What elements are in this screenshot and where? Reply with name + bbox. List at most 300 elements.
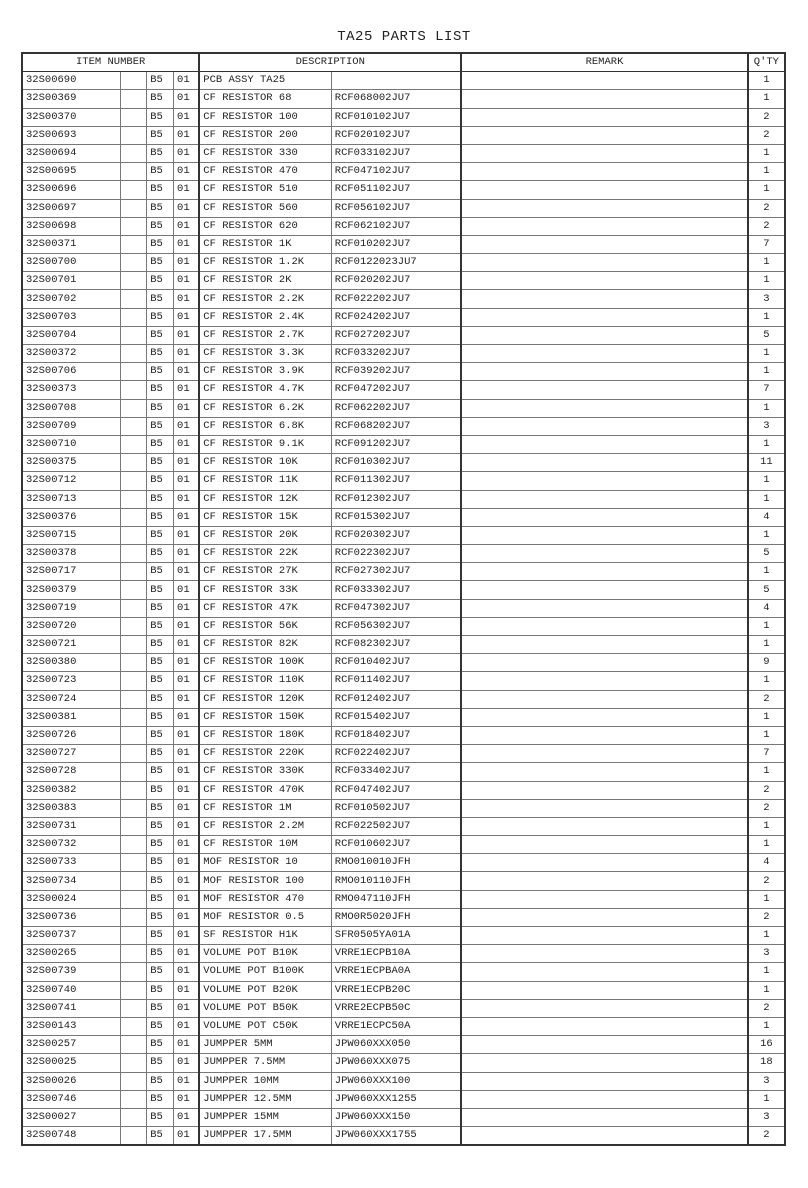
item-number-cell: 32S00710	[22, 435, 121, 453]
table-row	[22, 817, 785, 835]
revision-cell: 01	[174, 381, 200, 399]
item-number-cell: 32S00265	[22, 945, 121, 963]
part-code-cell: VRRE2ECPB50C	[331, 999, 461, 1017]
remark-cell	[461, 435, 748, 453]
blank-cell	[121, 1072, 147, 1090]
item-number-cell: 32S00378	[22, 545, 121, 563]
item-number-cell: 32S00380	[22, 654, 121, 672]
blank-cell	[121, 636, 147, 654]
revision-cell: 01	[174, 472, 200, 490]
grade-cell: B5	[147, 90, 174, 108]
qty-cell: 2	[748, 781, 785, 799]
remark-cell	[461, 617, 748, 635]
item-number-cell: 32S00717	[22, 563, 121, 581]
part-code-cell: RCF010102JU7	[331, 108, 461, 126]
remark-cell	[461, 235, 748, 253]
remark-cell	[461, 126, 748, 144]
revision-cell: 01	[174, 672, 200, 690]
remark-cell	[461, 381, 748, 399]
description-cell: CF RESISTOR 620	[199, 217, 331, 235]
blank-cell	[121, 836, 147, 854]
item-number-cell: 32S00731	[22, 817, 121, 835]
item-number-cell: 32S00734	[22, 872, 121, 890]
description-cell: VOLUME POT B20K	[199, 981, 331, 999]
description-cell: CF RESISTOR 3.9K	[199, 363, 331, 381]
grade-cell: B5	[147, 763, 174, 781]
remark-cell	[461, 1017, 748, 1035]
revision-cell: 01	[174, 1127, 200, 1146]
grade-cell: B5	[147, 1036, 174, 1054]
remark-cell	[461, 272, 748, 290]
part-code-cell: RCF018402JU7	[331, 726, 461, 744]
blank-cell	[121, 999, 147, 1017]
part-code-cell: RCF010602JU7	[331, 836, 461, 854]
table-row	[22, 1017, 785, 1035]
part-code-cell: RCF033302JU7	[331, 581, 461, 599]
grade-cell: B5	[147, 654, 174, 672]
description-cell: JUMPPER 10MM	[199, 1072, 331, 1090]
table-row	[22, 963, 785, 981]
remark-cell	[461, 526, 748, 544]
remark-cell	[461, 144, 748, 162]
blank-cell	[121, 272, 147, 290]
table-row	[22, 199, 785, 217]
table-row	[22, 763, 785, 781]
item-number-cell: 32S00383	[22, 799, 121, 817]
part-code-cell: VRRE1ECPB10A	[331, 945, 461, 963]
part-code-cell: SFR0505YA01A	[331, 927, 461, 945]
qty-cell: 1	[748, 490, 785, 508]
table-row	[22, 654, 785, 672]
table-row	[22, 72, 785, 90]
table-row	[22, 854, 785, 872]
blank-cell	[121, 581, 147, 599]
part-code-cell	[331, 72, 461, 90]
remark-cell	[461, 417, 748, 435]
table-row	[22, 981, 785, 999]
blank-cell	[121, 1127, 147, 1146]
qty-cell: 2	[748, 126, 785, 144]
item-number-cell: 32S00257	[22, 1036, 121, 1054]
part-code-cell: JPW060XXX075	[331, 1054, 461, 1072]
blank-cell	[121, 545, 147, 563]
table-row	[22, 872, 785, 890]
qty-cell: 2	[748, 999, 785, 1017]
description-cell: CF RESISTOR 180K	[199, 726, 331, 744]
grade-cell: B5	[147, 163, 174, 181]
blank-cell	[121, 1108, 147, 1126]
revision-cell: 01	[174, 763, 200, 781]
item-number-cell: 32S00027	[22, 1108, 121, 1126]
table-row	[22, 454, 785, 472]
revision-cell: 01	[174, 508, 200, 526]
part-code-cell: VRRE1ECPC50A	[331, 1017, 461, 1035]
remark-cell	[461, 90, 748, 108]
description-cell: CF RESISTOR 56K	[199, 617, 331, 635]
grade-cell: B5	[147, 1072, 174, 1090]
description-cell: CF RESISTOR 1M	[199, 799, 331, 817]
remark-cell	[461, 872, 748, 890]
blank-cell	[121, 526, 147, 544]
qty-cell: 7	[748, 235, 785, 253]
grade-cell: B5	[147, 581, 174, 599]
table-row	[22, 708, 785, 726]
grade-cell: B5	[147, 144, 174, 162]
description-cell: CF RESISTOR 330	[199, 144, 331, 162]
item-number-cell: 32S00375	[22, 454, 121, 472]
part-code-cell: RCF068002JU7	[331, 90, 461, 108]
blank-cell	[121, 417, 147, 435]
grade-cell: B5	[147, 290, 174, 308]
description-cell: CF RESISTOR 220K	[199, 745, 331, 763]
grade-cell: B5	[147, 399, 174, 417]
item-number-cell: 32S00369	[22, 90, 121, 108]
qty-cell: 1	[748, 963, 785, 981]
description-cell: VOLUME POT B50K	[199, 999, 331, 1017]
part-code-cell: RCF012302JU7	[331, 490, 461, 508]
blank-cell	[121, 254, 147, 272]
qty-cell: 1	[748, 144, 785, 162]
qty-cell: 4	[748, 508, 785, 526]
revision-cell: 01	[174, 399, 200, 417]
item-number-cell: 32S00695	[22, 163, 121, 181]
table-row	[22, 217, 785, 235]
item-number-cell: 32S00694	[22, 144, 121, 162]
blank-cell	[121, 235, 147, 253]
revision-cell: 01	[174, 799, 200, 817]
table-row	[22, 417, 785, 435]
description-cell: CF RESISTOR 330K	[199, 763, 331, 781]
remark-cell	[461, 399, 748, 417]
revision-cell: 01	[174, 563, 200, 581]
description-cell: CF RESISTOR 2.4K	[199, 308, 331, 326]
table-row	[22, 108, 785, 126]
part-code-cell: RMO010110JFH	[331, 872, 461, 890]
revision-cell: 01	[174, 836, 200, 854]
header-remark: REMARK	[461, 53, 748, 72]
qty-cell: 1	[748, 90, 785, 108]
table-row	[22, 726, 785, 744]
qty-cell: 9	[748, 654, 785, 672]
grade-cell: B5	[147, 181, 174, 199]
revision-cell: 01	[174, 308, 200, 326]
qty-cell: 1	[748, 181, 785, 199]
description-cell: CF RESISTOR 47K	[199, 599, 331, 617]
qty-cell: 1	[748, 254, 785, 272]
qty-cell: 1	[748, 163, 785, 181]
grade-cell: B5	[147, 745, 174, 763]
remark-cell	[461, 290, 748, 308]
table-row	[22, 945, 785, 963]
item-number-cell: 32S00709	[22, 417, 121, 435]
qty-cell: 1	[748, 927, 785, 945]
grade-cell: B5	[147, 126, 174, 144]
grade-cell: B5	[147, 490, 174, 508]
blank-cell	[121, 781, 147, 799]
remark-cell	[461, 72, 748, 90]
remark-cell	[461, 672, 748, 690]
qty-cell: 1	[748, 272, 785, 290]
qty-cell: 2	[748, 799, 785, 817]
revision-cell: 01	[174, 599, 200, 617]
revision-cell: 01	[174, 745, 200, 763]
table-row	[22, 1036, 785, 1054]
qty-cell: 1	[748, 1017, 785, 1035]
part-code-cell: RCF039202JU7	[331, 363, 461, 381]
revision-cell: 01	[174, 981, 200, 999]
item-number-cell: 32S00736	[22, 908, 121, 926]
item-number-cell: 32S00715	[22, 526, 121, 544]
item-number-cell: 32S00696	[22, 181, 121, 199]
blank-cell	[121, 745, 147, 763]
blank-cell	[121, 617, 147, 635]
qty-cell: 5	[748, 326, 785, 344]
part-code-cell: RCF011402JU7	[331, 672, 461, 690]
part-code-cell: RMO0R5020JFH	[331, 908, 461, 926]
table-row	[22, 181, 785, 199]
qty-cell: 1	[748, 981, 785, 999]
table-row	[22, 126, 785, 144]
item-number-cell: 32S00732	[22, 836, 121, 854]
remark-cell	[461, 654, 748, 672]
revision-cell: 01	[174, 526, 200, 544]
description-cell: SF RESISTOR H1K	[199, 927, 331, 945]
description-cell: CF RESISTOR 6.8K	[199, 417, 331, 435]
grade-cell: B5	[147, 1090, 174, 1108]
revision-cell: 01	[174, 945, 200, 963]
description-cell: CF RESISTOR 68	[199, 90, 331, 108]
qty-cell: 2	[748, 199, 785, 217]
blank-cell	[121, 1017, 147, 1035]
revision-cell: 01	[174, 326, 200, 344]
description-cell: CF RESISTOR 200	[199, 126, 331, 144]
blank-cell	[121, 872, 147, 890]
remark-cell	[461, 508, 748, 526]
qty-cell: 4	[748, 599, 785, 617]
part-code-cell: RCF011302JU7	[331, 472, 461, 490]
blank-cell	[121, 290, 147, 308]
description-cell: MOF RESISTOR 100	[199, 872, 331, 890]
description-cell: CF RESISTOR 10K	[199, 454, 331, 472]
part-code-cell: RCF033402JU7	[331, 763, 461, 781]
remark-cell	[461, 763, 748, 781]
item-number-cell: 32S00723	[22, 672, 121, 690]
blank-cell	[121, 472, 147, 490]
blank-cell	[121, 963, 147, 981]
qty-cell: 1	[748, 763, 785, 781]
part-code-cell: JPW060XXX100	[331, 1072, 461, 1090]
remark-cell	[461, 163, 748, 181]
revision-cell: 01	[174, 781, 200, 799]
revision-cell: 01	[174, 854, 200, 872]
revision-cell: 01	[174, 1036, 200, 1054]
revision-cell: 01	[174, 217, 200, 235]
remark-cell	[461, 1127, 748, 1146]
part-code-cell: RMO010010JFH	[331, 854, 461, 872]
qty-cell: 2	[748, 108, 785, 126]
blank-cell	[121, 363, 147, 381]
blank-cell	[121, 817, 147, 835]
qty-cell: 1	[748, 890, 785, 908]
table-row	[22, 672, 785, 690]
description-cell: CF RESISTOR 2.2M	[199, 817, 331, 835]
qty-cell: 1	[748, 526, 785, 544]
part-code-cell: RCF010202JU7	[331, 235, 461, 253]
part-code-cell: JPW060XXX1755	[331, 1127, 461, 1146]
item-number-cell: 32S00702	[22, 290, 121, 308]
grade-cell: B5	[147, 235, 174, 253]
description-cell: CF RESISTOR 9.1K	[199, 435, 331, 453]
item-number-cell: 32S00373	[22, 381, 121, 399]
part-code-cell: JPW060XXX150	[331, 1108, 461, 1126]
grade-cell: B5	[147, 472, 174, 490]
grade-cell: B5	[147, 963, 174, 981]
qty-cell: 7	[748, 745, 785, 763]
header-row	[22, 53, 785, 72]
item-number-cell: 32S00025	[22, 1054, 121, 1072]
qty-cell: 1	[748, 1090, 785, 1108]
table-row	[22, 308, 785, 326]
blank-cell	[121, 690, 147, 708]
qty-cell: 18	[748, 1054, 785, 1072]
qty-cell: 3	[748, 417, 785, 435]
table-row	[22, 490, 785, 508]
item-number-cell: 32S00728	[22, 763, 121, 781]
table-row	[22, 636, 785, 654]
blank-cell	[121, 144, 147, 162]
qty-cell: 1	[748, 708, 785, 726]
description-cell: CF RESISTOR 510	[199, 181, 331, 199]
remark-cell	[461, 854, 748, 872]
grade-cell: B5	[147, 836, 174, 854]
description-cell: VOLUME POT B10K	[199, 945, 331, 963]
revision-cell: 01	[174, 999, 200, 1017]
blank-cell	[121, 72, 147, 90]
remark-cell	[461, 708, 748, 726]
description-cell: VOLUME POT B100K	[199, 963, 331, 981]
grade-cell: B5	[147, 636, 174, 654]
blank-cell	[121, 399, 147, 417]
qty-cell: 1	[748, 563, 785, 581]
table-row	[22, 1127, 785, 1146]
item-number-cell: 32S00371	[22, 235, 121, 253]
revision-cell: 01	[174, 708, 200, 726]
parts-list-sheet	[21, 52, 786, 1146]
qty-cell: 1	[748, 472, 785, 490]
grade-cell: B5	[147, 381, 174, 399]
blank-cell	[121, 1054, 147, 1072]
grade-cell: B5	[147, 563, 174, 581]
grade-cell: B5	[147, 999, 174, 1017]
description-cell: JUMPPER 15MM	[199, 1108, 331, 1126]
remark-cell	[461, 363, 748, 381]
remark-cell	[461, 690, 748, 708]
parts-rows	[22, 72, 785, 1146]
description-cell: CF RESISTOR 11K	[199, 472, 331, 490]
remark-cell	[461, 563, 748, 581]
revision-cell: 01	[174, 690, 200, 708]
description-cell: MOF RESISTOR 10	[199, 854, 331, 872]
revision-cell: 01	[174, 726, 200, 744]
remark-cell	[461, 908, 748, 926]
blank-cell	[121, 945, 147, 963]
blank-cell	[121, 672, 147, 690]
remark-cell	[461, 781, 748, 799]
remark-cell	[461, 799, 748, 817]
description-cell: CF RESISTOR 33K	[199, 581, 331, 599]
grade-cell: B5	[147, 1108, 174, 1126]
description-cell: CF RESISTOR 1.2K	[199, 254, 331, 272]
remark-cell	[461, 1108, 748, 1126]
part-code-cell: RCF056102JU7	[331, 199, 461, 217]
item-number-cell: 32S00712	[22, 472, 121, 490]
part-code-cell: RCF020102JU7	[331, 126, 461, 144]
part-code-cell: RCF015402JU7	[331, 708, 461, 726]
table-row	[22, 144, 785, 162]
description-cell: JUMPPER 17.5MM	[199, 1127, 331, 1146]
qty-cell: 1	[748, 363, 785, 381]
blank-cell	[121, 890, 147, 908]
remark-cell	[461, 981, 748, 999]
description-cell: CF RESISTOR 2K	[199, 272, 331, 290]
table-row	[22, 272, 785, 290]
description-cell: JUMPPER 7.5MM	[199, 1054, 331, 1072]
item-number-cell: 32S00748	[22, 1127, 121, 1146]
grade-cell: B5	[147, 799, 174, 817]
table-row	[22, 508, 785, 526]
description-cell: PCB ASSY TA25	[199, 72, 331, 90]
table-row	[22, 890, 785, 908]
grade-cell: B5	[147, 927, 174, 945]
item-number-cell: 32S00740	[22, 981, 121, 999]
qty-cell: 16	[748, 1036, 785, 1054]
part-code-cell: RCF022302JU7	[331, 545, 461, 563]
qty-cell: 1	[748, 672, 785, 690]
revision-cell: 01	[174, 1054, 200, 1072]
part-code-cell: RCF012402JU7	[331, 690, 461, 708]
table-row	[22, 617, 785, 635]
grade-cell: B5	[147, 708, 174, 726]
item-number-cell: 32S00701	[22, 272, 121, 290]
revision-cell: 01	[174, 254, 200, 272]
revision-cell: 01	[174, 545, 200, 563]
table-row	[22, 1090, 785, 1108]
grade-cell: B5	[147, 890, 174, 908]
revision-cell: 01	[174, 272, 200, 290]
qty-cell: 1	[748, 399, 785, 417]
description-cell: VOLUME POT C50K	[199, 1017, 331, 1035]
revision-cell: 01	[174, 290, 200, 308]
part-code-cell: RCF056302JU7	[331, 617, 461, 635]
qty-cell: 2	[748, 872, 785, 890]
table-row	[22, 1054, 785, 1072]
qty-cell: 1	[748, 817, 785, 835]
revision-cell: 01	[174, 890, 200, 908]
part-code-cell: VRRE1ECPB20C	[331, 981, 461, 999]
remark-cell	[461, 308, 748, 326]
item-number-cell: 32S00026	[22, 1072, 121, 1090]
remark-cell	[461, 1054, 748, 1072]
blank-cell	[121, 381, 147, 399]
part-code-cell: RCF051102JU7	[331, 181, 461, 199]
blank-cell	[121, 726, 147, 744]
table-row	[22, 690, 785, 708]
description-cell: CF RESISTOR 150K	[199, 708, 331, 726]
revision-cell: 01	[174, 817, 200, 835]
revision-cell: 01	[174, 1108, 200, 1126]
grade-cell: B5	[147, 672, 174, 690]
part-code-cell: RMO047110JFH	[331, 890, 461, 908]
